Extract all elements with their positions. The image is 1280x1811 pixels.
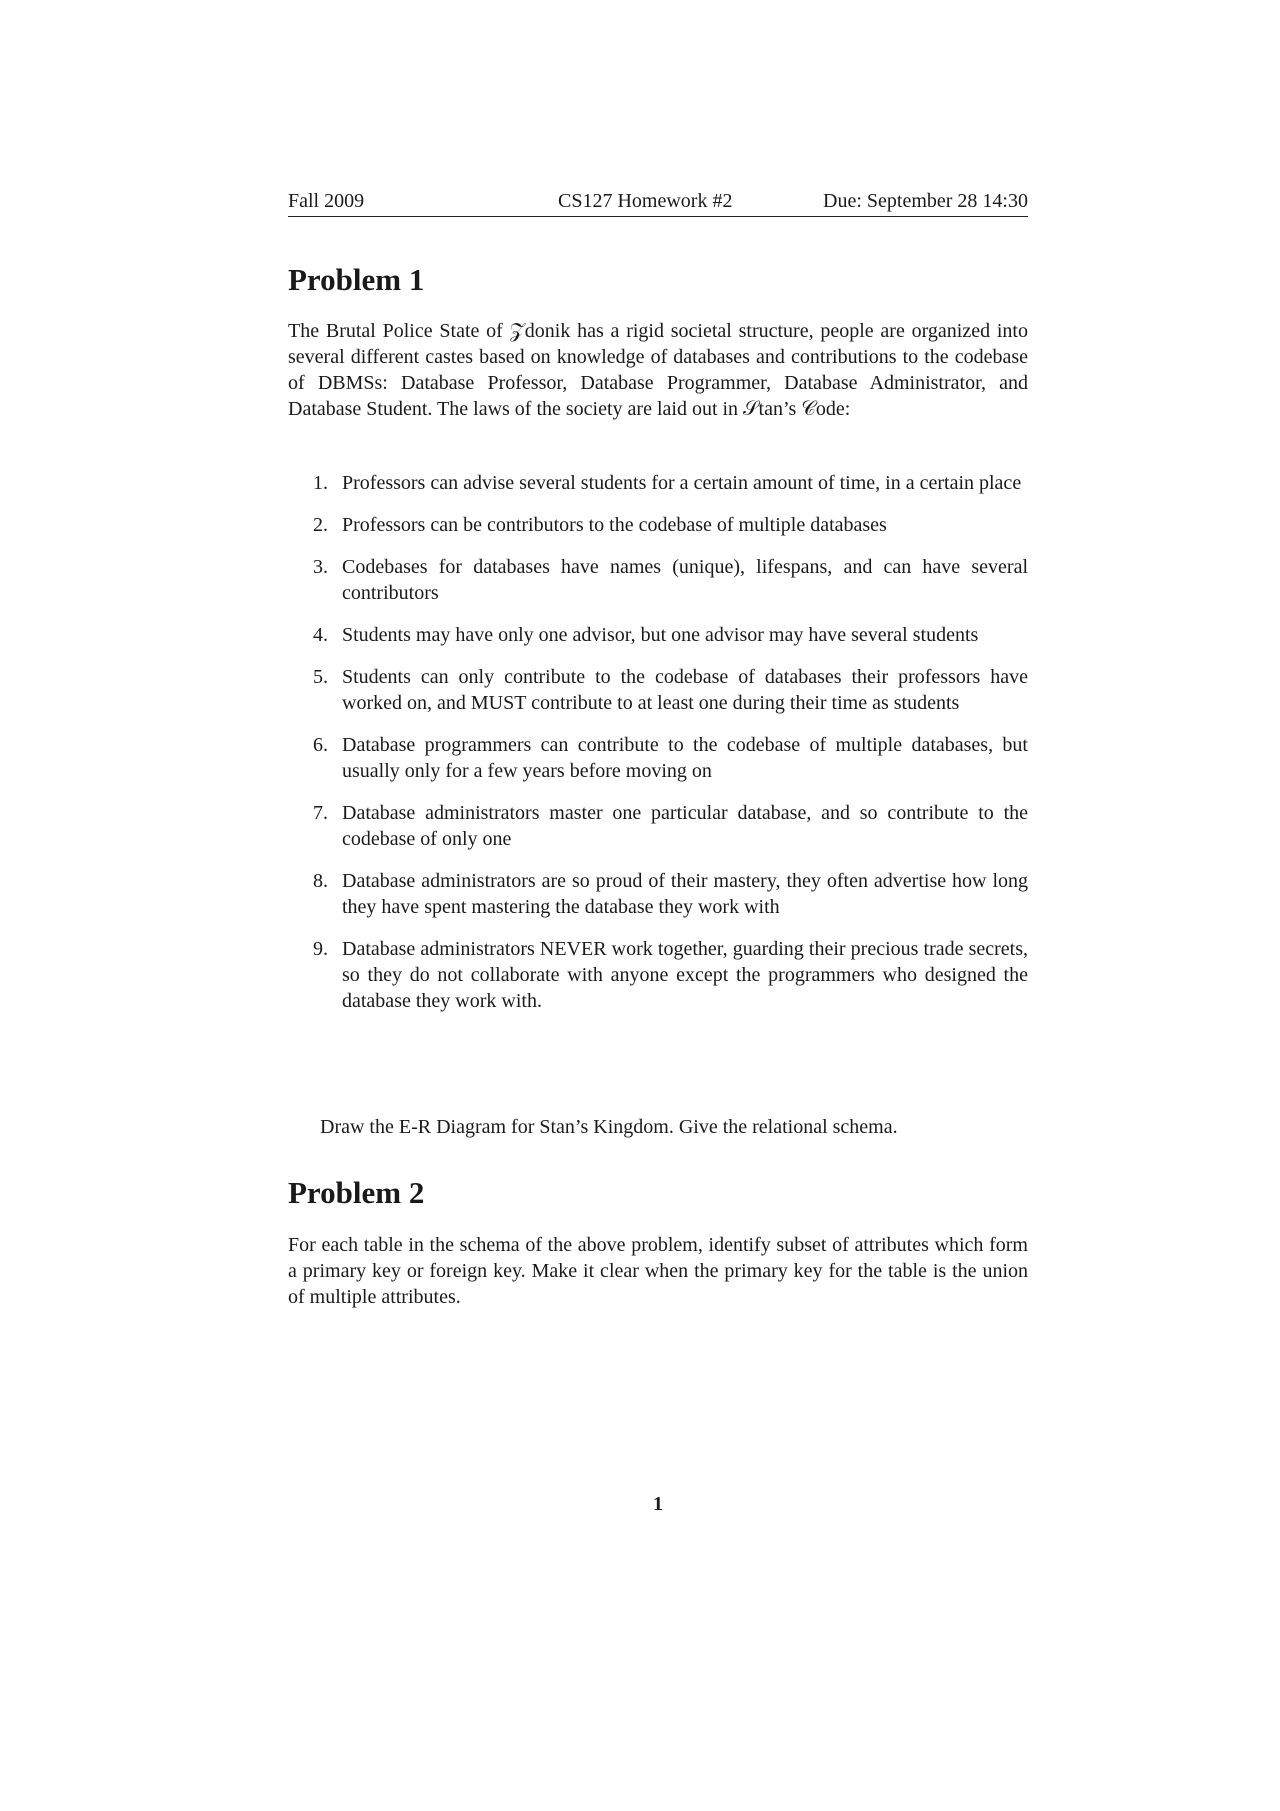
law-number: 1. xyxy=(313,472,328,494)
law-item xyxy=(288,622,1048,648)
law-number: 8. xyxy=(313,870,328,892)
problem-1-intro: The Brutal Police State of 𝒵donik has a rigid societal structure, people are organized into several different castes based on knowledge of databases and contributions to the codebase of DBMSs: Database Professor, Database Programmer, Database Administrator, and Database Student. The laws of the society are laid out in 𝒮tan’s 𝒞ode: xyxy=(288,320,1028,420)
law-text: Students can only contribute to the codebase of databases their professors have worked on, and MUST contribute to at least one during their time as students xyxy=(342,666,1028,714)
problem-1-title: Problem 1 xyxy=(288,262,425,297)
header-course: CS127 Homework #2 xyxy=(558,190,733,212)
law-text: Codebases for databases have names (unique), lifespans, and can have several contributors xyxy=(342,556,1028,604)
law-text: Database administrators NEVER work together, guarding their precious trade secrets, so they do not collaborate with anyone except the programmers who designed the database they work with. xyxy=(342,938,1028,1012)
document-page xyxy=(288,0,1028,1811)
law-text: Database administrators master one particular database, and so contribute to the codebase of only one xyxy=(342,802,1028,850)
problem-1-instruction: Draw the E-R Diagram for Stan’s Kingdom. Give the relational schema. xyxy=(320,1116,898,1138)
header-term: Fall 2009 xyxy=(288,190,365,212)
laws-list xyxy=(288,470,1048,1030)
law-text: Students may have only one advisor, but one advisor may have several students xyxy=(342,624,979,646)
law-number: 3. xyxy=(313,556,328,578)
law-number: 7. xyxy=(313,802,328,824)
law-text: Database programmers can contribute to the codebase of multiple databases, but usually only for a few years before moving on xyxy=(342,734,1028,782)
law-item xyxy=(288,800,1048,852)
law-number: 6. xyxy=(313,734,328,756)
law-text: Professors can advise several students for a certain amount of time, in a certain place xyxy=(342,472,1022,494)
law-item xyxy=(288,470,1048,496)
page-header xyxy=(288,186,1028,217)
law-number: 5. xyxy=(313,666,328,688)
law-number: 4. xyxy=(313,624,328,646)
page-number: 1 xyxy=(653,1493,663,1515)
problem-2-title: Problem 2 xyxy=(288,1175,425,1210)
law-item xyxy=(288,512,1048,538)
problem-2-text: For each table in the schema of the above problem, identify subset of attributes which form a primary key or foreign key. Make it clear when the primary key for the table is the union of multiple attributes. xyxy=(288,1234,1028,1308)
law-item xyxy=(288,936,1048,1014)
law-number: 9. xyxy=(313,938,328,960)
header-due-date: Due: September 28 14:30 xyxy=(823,190,1028,212)
law-item xyxy=(288,868,1048,920)
law-text: Professors can be contributors to the codebase of multiple databases xyxy=(342,514,887,536)
law-item xyxy=(288,732,1048,784)
law-item xyxy=(288,664,1048,716)
law-text: Database administrators are so proud of their mastery, they often advertise how long they have spent mastering the database they work with xyxy=(342,870,1028,918)
law-item xyxy=(288,554,1048,606)
law-number: 2. xyxy=(313,514,328,536)
